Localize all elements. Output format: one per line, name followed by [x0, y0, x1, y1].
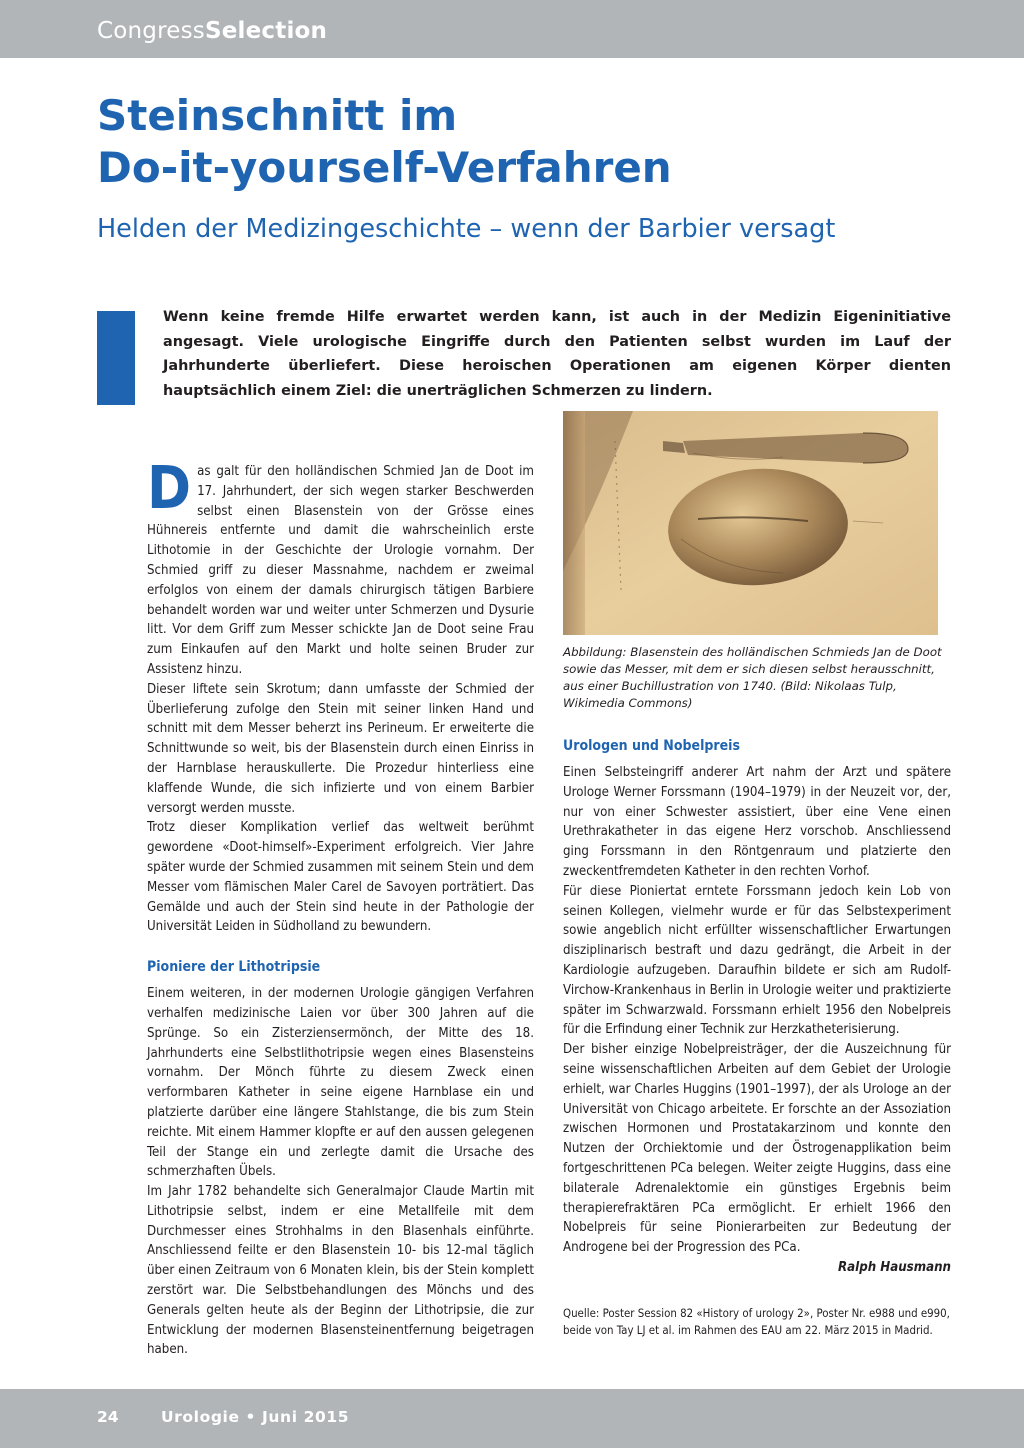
brand-logo [97, 18, 327, 44]
title-line-1: Steinschnitt im [97, 91, 458, 140]
title-line-2: Do-it-yourself-Verfahren [97, 143, 672, 192]
source-note: Quelle: Poster Session 82 «History of urology 2», Poster Nr. e988 und e990, beide von Tay LJ et al. im Rahmen des EAU am 22. März 2015 in Madrid. [563, 1305, 950, 1338]
paragraph-5: Im Jahr 1782 behandelte sich Generalmajor Claude Martin mit Lithotripsie selbst, indem er eine Metallfeile mit dem Durchmesser eines Strohhalms in den Blasenhals einführte. Anschliessend feilte er den Blasenstein 10- bis 12-mal täglich über einen Zeitraum von 6 Monaten klein, bis der Stein komplett zerstört war. Die Selbstbehandlungen des Mönchs und des Generals gelten heute als der Beginn der Lithotripsie, die zur Entwicklung der modernen Blasensteinentfernung beigetragen haben. [147, 1184, 534, 1358]
author-name: Ralph Hausmann [838, 1259, 951, 1275]
header-bar [0, 0, 1024, 58]
subheading-lithotripsie: Pioniere der Lithotripsie [147, 959, 321, 976]
article-subtitle: Helden der Medizingeschichte – wenn der Barbier versagt [97, 214, 836, 244]
paragraph-1 [147, 453, 534, 680]
paragraph-7: Für diese Pioniertat erntete Forssmann jedoch kein Lob von seinen Kollegen, vielmehr wurde er für das Selbstexperiment sowie angeblich nicht erfüllter wissenschaftlicher Erwartungen disziplinarisch bestraft und dazu gedrängt, die Arbeit in der Kardiologie aufzugeben. Daraufhin bildete er sich am Rudolf-Virchow-Krankenhaus in Berlin in Urologie weiter und praktizierte später im Schwarzwald. Forssmann erhielt 1956 den Nobelpreis für die Erfindung einer Technik zur Herzkatheterisierung. [563, 883, 951, 1038]
column-right [563, 737, 951, 1340]
paragraph-2: Dieser liftete sein Skrotum; dann umfasste der Schmied der Überlieferung zufolge den Stein mit seiner linken Hand und schnitt mit dem Messer beherzt ins Perineum. Er erweiterte die Schnittwunde so weit, bis der Blasenstein durch einen Einriss in der Harnblase herauskullerte. Die Prozedur hinterliess eine klaffende Wunde, die sich infizierte und von einem Barbier versorgt werden musste. [147, 681, 534, 816]
paragraph-4: Einem weiteren, in der modernen Urologie gängigen Verfahren verhalfen medizinische Laien vor über 300 Jahren auf die Sprünge. So ein Zisterziensermönch, der Mitte des 18. Jahrhunderts eine Selbstlithotripsie wegen eines Blasensteins vornahm. Der Mönch führte zu diesem Zweck einen verformbaren Katheter in seine eigene Harnblase ein und platzierte darüber eine längere Stahlstange, die bis zum Stein reichte. Mit einem Hammer klopfte er auf den aussen gelegenen Teil der Stange ein und zerlegte damit die Ursache des schmerzhaften Übels. [147, 986, 534, 1180]
article-title [97, 90, 957, 194]
paragraph-3: Trotz dieser Komplikation verlief das weltweit berühmt gewordene «Doot-himself»-Experiment erfolgreich. Vier Jahre später wurde der Schmied zusammen mit seinem Stein und dem Messer vom flämischen Maler Carel de Savoyen porträtiert. Das Gemälde und auch der Stein sind heute in der Pathologie der Universität Leiden in Südholland zu bewundern. [147, 820, 534, 935]
lead-paragraph: Wenn keine fremde Hilfe erwartet werden kann, ist auch in der Medizin Eigeninitiative angesagt. Viele urologische Eingriffe durch den Patienten selbst wurden im Lauf der Jahrhunderte überliefert. Diese heroischen Operationen am eigenen Körper dienten hauptsächlich einem Ziel: die unerträglichen Schmerzen zu lindern. [163, 309, 951, 399]
paragraph-6: Einen Selbsteingriff anderer Art nahm der Arzt und spätere Urologe Werner Forssmann (1904–1979) in der Neuzeit vor, der, nur von einer Schwester assistiert, über eine Vene einen Urethrakatheter in das eigene Herz vorschob. Anschliessend ging Forssmann in den Röntgenraum und platzierte den zweckentfremdeten Katheter in den rechten Vorhof. [563, 765, 951, 879]
drop-cap: D [147, 453, 192, 522]
figure-caption: Abbildung: Blasenstein des holländischen Schmieds Jan de Doot sowie das Messer, mit dem er sich diesen selbst herausschnitt, aus einer Buchillustration von 1740. (Bild: Nikolaas Tulp, Wikimedia Commons) [563, 645, 942, 710]
paragraph-8: Der bisher einzige Nobelpreisträger, der die Auszeichnung für seine wissenschaftlichen Arbeiten auf dem Gebiet der Urologie erhielt, war Charles Huggins (1901–1997), der als Urologe an der Universität von Chicago arbeitete. Er forschte an der Assoziation zwischen Hormonen und Prostatakarzinom und konnte den Nutzen der Orchiektomie und der Östrogenapplikation beim fortgeschrittenen PCa belegen. Weiter zeigte Huggins, dass eine bilaterale Adrenalektomie ein günstiges Ergebnis beim therapierefraktären PCa ermöglicht. Er erhielt 1966 den Nobelpreis für seine Pionierarbeiten zur Bedeutung der Androgene bei der Progression des PCa. [563, 1042, 951, 1256]
brand-bold: Selection [204, 18, 328, 44]
brand-light: Congress [97, 18, 205, 44]
paragraph-1-text: as galt für den holländischen Schmied Jan de Doot im 17. Jahrhundert, der sich wegen starker Beschwerden selbst einen Blasenstein von der Grösse eines Hühnereis entfernte und damit die wahrscheinlich erste Lithotomie in der Geschichte der Urologie vornahm. Der Schmied griff zu dieser Massnahme, nachdem er zweimal erfolglos von einem der damals chirurgisch tätigen Barbiere behandelt worden war und weiter unter Schmerzen und Dysurie litt. Vor dem Griff zum Messer schickte Jan de Doot seine Frau zum Einkaufen auf den Markt und holte seinen Bruder zur Assistenz hinzu. [147, 464, 534, 677]
column-left [147, 453, 534, 1360]
page-number: 24 [97, 1408, 119, 1426]
lead-accent-bar [97, 311, 135, 405]
magazine-issue: Urologie • Juni 2015 [161, 1408, 350, 1426]
subheading-nobelpreis: Urologen und Nobelpreis [563, 738, 740, 754]
footer-bar [0, 1389, 1024, 1448]
bladder-stone-illustration [563, 411, 938, 635]
